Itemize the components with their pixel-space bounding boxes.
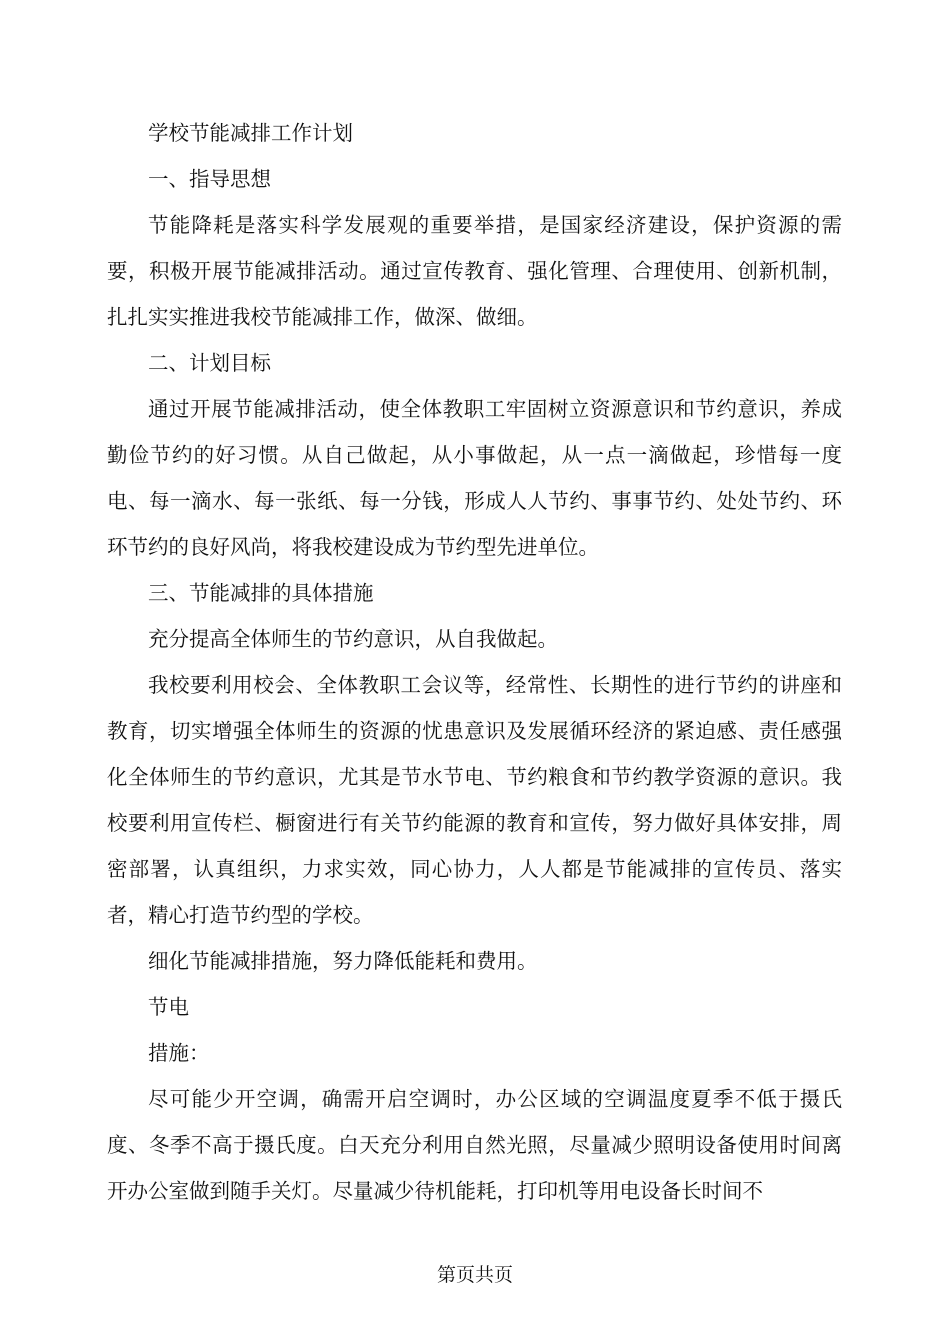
paragraph-awareness: 我校要利用校会、全体教职工会议等，经常性、长期性的进行节约的讲座和教育，切实增强全体师生的资源的忧患意识及发展循环经济的紧迫感、责任感强化全体师生的节约意识，尤其是节水节电、节约粮食和节约教学资源的意识。我校要利用宣传栏、橱窗进行有关节约能源的教育和宣传，努力做好具体安排，周密部署，认真组织，力求实效，同心协力，人人都是节能减排的宣传员、落实者，精心打造节约型的学校。 xyxy=(107,673,842,927)
section-heading-2: 二、计划目标 xyxy=(148,351,271,375)
document-title: 学校节能减排工作计划 xyxy=(148,121,353,145)
page-footer: 第页共页 xyxy=(436,1264,513,1286)
subheading-awareness: 充分提高全体师生的节约意识，从自我做起。 xyxy=(148,627,558,651)
subheading-electricity: 节电 xyxy=(148,995,189,1019)
subheading-measures: 细化节能减排措施，努力降低能耗和费用。 xyxy=(148,949,538,973)
section-heading-1: 一、指导思想 xyxy=(148,167,271,191)
section-heading-3: 三、节能减排的具体措施 xyxy=(148,581,374,605)
paragraph-plan-goals: 通过开展节能减排活动，使全体教职工牢固树立资源意识和节约意识，养成勤俭节约的好习惯。从自己做起，从小事做起，从一点一滴做起，珍惜每一度电、每一滴水、每一张纸、每一分钱，形成人人节约、事事节约、处处节约、环环节约的良好风尚，将我校建设成为节约型先进单位。 xyxy=(107,397,842,559)
document-body xyxy=(107,110,842,1214)
paragraph-guiding-idea: 节能降耗是落实科学发展观的重要举措，是国家经济建设，保护资源的需要，积极开展节能减排活动。通过宣传教育、强化管理、合理使用、创新机制，扎扎实实推进我校节能减排工作，做深、做细。 xyxy=(107,213,842,329)
paragraph-electricity-measures: 尽可能少开空调，确需开启空调时，办公区域的空调温度夏季不低于摄氏度、冬季不高于摄氏度。白天充分利用自然光照，尽量减少照明设备使用时间离开办公室做到随手关灯。尽量减少待机能耗，打印机等用电设备长时间不 xyxy=(107,1087,842,1203)
label-measures: 措施： xyxy=(148,1041,210,1065)
